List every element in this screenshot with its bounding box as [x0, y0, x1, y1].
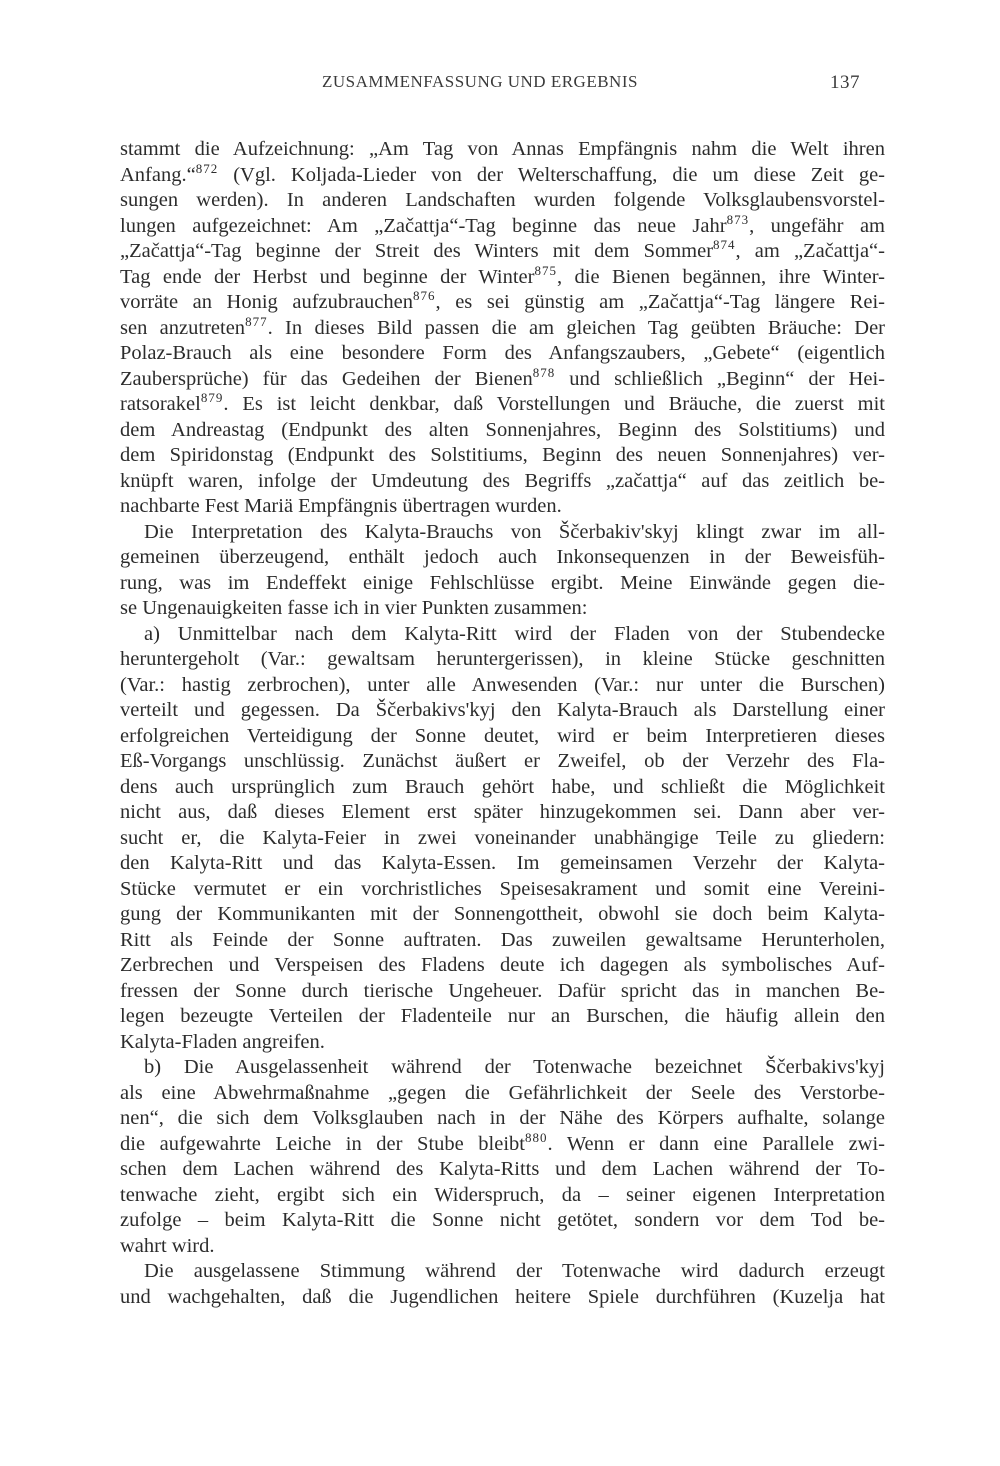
- text-line: Die Interpretation des Kalyta-Brauchs von Ščerbakiv'skyj klingt zwar im all-: [144, 520, 885, 543]
- text-line: Ritt als Feinde der Sonne auftraten. Das zuweilen gewaltsame Herunterholen,: [120, 928, 885, 951]
- text-line: knüpft waren, infolge der Umdeutung des Begriffs „začattja“ auf das zeitlich be-: [120, 469, 885, 492]
- text-line: dem Spiridonstag (Endpunkt des Solstitiums, Beginn des neuen Sonnenjahres) ver-: [120, 444, 885, 466]
- footnote-ref: 880: [525, 1129, 548, 1145]
- text-line: verteilt und gegessen. Da Ščerbakivs'kyj den Kalyta-Brauch als Darstellung einer: [120, 699, 885, 721]
- text-line: vorräte an Honig aufzubrauchen$^{876}$, es sei günstig am „Začattja“-Tag längere Rei-: [120, 288, 885, 313]
- text-line: fressen der Sonne durch tierische Ungeheuer. Dafür spricht das in manchen Be-: [120, 979, 885, 1002]
- text-line: (Var.: hastig zerbrochen), unter alle Anwesenden (Var.: nur unter die Burschen): [120, 673, 885, 696]
- text-line: Zaubersprüche) für das Gedeihen der Bienen$^{878}$ und schließlich „Beginn“ der Hei-: [120, 364, 885, 390]
- footnote-ref: 874: [713, 237, 736, 252]
- text-line: nen“, die sich dem Volksglauben nach in der Nähe des Körpers aufhalte, solange: [120, 1107, 885, 1129]
- text-line: nicht aus, daß dieses Element erst später hinzugekommen sei. Dann aber ver-: [120, 801, 885, 823]
- text-line: stammt die Aufzeichnung: „Am Tag von Annas Empfängnis nahm die Welt ihren: [120, 138, 885, 160]
- text-line: schen dem Lachen während des Kalyta-Ritts und dem Lachen während der To-: [120, 1158, 885, 1180]
- text-line: legen bezeugte Verteilen der Fladenteile nur an Burschen, die häufig allein den: [120, 1005, 885, 1027]
- text-line: Tag ende der Herbst und beginne der Winter$^{875}$, die Bienen begännen, ihre Winter-: [120, 262, 885, 288]
- text-line: nachbarte Fest Mariä Empfängnis übertragen wurden.: [120, 495, 562, 517]
- text-line: „Začattja“-Tag beginne der Streit des Winters mit dem Sommer$^{874}$, am „Začattja“-: [120, 237, 885, 262]
- text-line: gemeinen überzeugend, enthält jedoch auch Inkonsequenzen in der Beweisfüh-: [120, 546, 885, 568]
- text-line: a) Unmittelbar nach dem Kalyta-Ritt wird der Fladen von der Stubendecke: [144, 622, 885, 645]
- footnote-ref: 872: [195, 160, 219, 176]
- text-line: gung der Kommunikanten mit der Sonnengottheit, obwohl sie doch beim Kalyta-: [120, 903, 885, 925]
- text-line: ratsorakel$^{879}$. Es ist leicht denkbar, daß Vorstellungen und Bräuche, die zuerst mit: [120, 390, 885, 415]
- text-line: Polaz-Brauch als eine besondere Form des Anfangszaubers, „Gebete“ (eigentlich: [120, 342, 885, 364]
- footnote-ref: 878: [532, 364, 556, 380]
- text-line: Kalyta-Fladen angreifen.: [120, 1030, 325, 1053]
- text-line: sungen werden). In anderen Landschaften wurden folgende Volksglaubensvorstel-: [120, 189, 885, 211]
- text-line: se Ungenauigkeiten fasse ich in vier Punkten zusammen:: [120, 597, 588, 619]
- text-line: als eine Abwehrmaßnahme „gegen die Gefährlichkeit der Seele des Verstorbe-: [120, 1081, 885, 1104]
- text-line: erfolgreichen Verteidigung der Sonne deutet, wird er beim Interpretieren dieses: [120, 724, 885, 747]
- running-head-title: ZUSAMMENFASSUNG UND ERGEBNIS: [322, 72, 638, 91]
- footnote-ref: 876: [413, 288, 436, 303]
- text-line: Stücke vermutet er ein vorchristliches Speisesakrament und somit eine Vereini-: [120, 877, 885, 900]
- text-line: die aufgewahrte Leiche in der Stube bleibt$^{880}$. Wenn er dann eine Parallele zwi-: [120, 1129, 885, 1155]
- text-line: rung, was im Endeffekt einige Fehlschlüsse ergibt. Meine Einwände gegen die-: [120, 571, 885, 594]
- footnote-ref: 875: [534, 262, 557, 278]
- text-line: dem Andreastag (Endpunkt des alten Sonnenjahres, Beginn des Solstitiums) und: [120, 418, 885, 441]
- text-line: Die ausgelassene Stimmung während der Totenwache wird dadurch erzeugt: [144, 1260, 885, 1282]
- text-line: den Kalyta-Ritt und das Kalyta-Essen. Im gemeinsamen Verzehr der Kalyta-: [120, 852, 885, 874]
- text-line: heruntergeholt (Var.: gewaltsam heruntergerissen), in kleine Stücke geschnitten: [120, 648, 885, 670]
- text-line: b) Die Ausgelassenheit während der Totenwache bezeichnet Ščerbakivs'kyj: [144, 1056, 885, 1078]
- text-line: zufolge – beim Kalyta-Ritt die Sonne nicht getötet, sondern vor dem Tod be-: [120, 1209, 885, 1231]
- text-line: sucht er, die Kalyta-Feier in zwei voneinander unabhängige Teile zu gliedern:: [120, 826, 885, 849]
- text-line: Anfang.“$^{872}$ (Vgl. Koljada-Lieder von der Welterschaffung, die um diese Zeit ge-: [120, 160, 885, 186]
- text-line: tenwache zieht, ergibt sich ein Widerspruch, da – seiner eigenen Interpretation: [120, 1183, 885, 1206]
- text-line: lungen aufgezeichnet: Am „Začattja“-Tag beginne das neue Jahr$^{873}$, ungefähr am: [120, 211, 885, 237]
- text-line: Eß-Vorgangs unschlüssig. Zunächst äußert er Zweifel, ob der Verzehr des Fla-: [120, 750, 885, 772]
- text-line: wahrt wird.: [120, 1234, 215, 1257]
- text-line: dens auch ursprünglich zum Brauch gehört habe, und schließt die Möglichkeit: [120, 775, 885, 798]
- footnote-ref: 873: [726, 211, 750, 227]
- footnote-ref: 879: [200, 390, 224, 405]
- footnote-ref: 877: [245, 313, 268, 329]
- text-line: sen anzutreten$^{877}$. In dieses Bild passen die am gleichen Tag geübten Bräuche: Der: [120, 313, 885, 339]
- text-line: und wachgehalten, daß die Jugendlichen heitere Spiele durchführen (Kuzelja hat: [120, 1285, 885, 1308]
- page-number: 137: [830, 72, 860, 93]
- text-line: Zerbrechen und Verspeisen des Fladens deute ich dagegen als symbolisches Auf-: [120, 954, 885, 976]
- body-text: [120, 137, 885, 1310]
